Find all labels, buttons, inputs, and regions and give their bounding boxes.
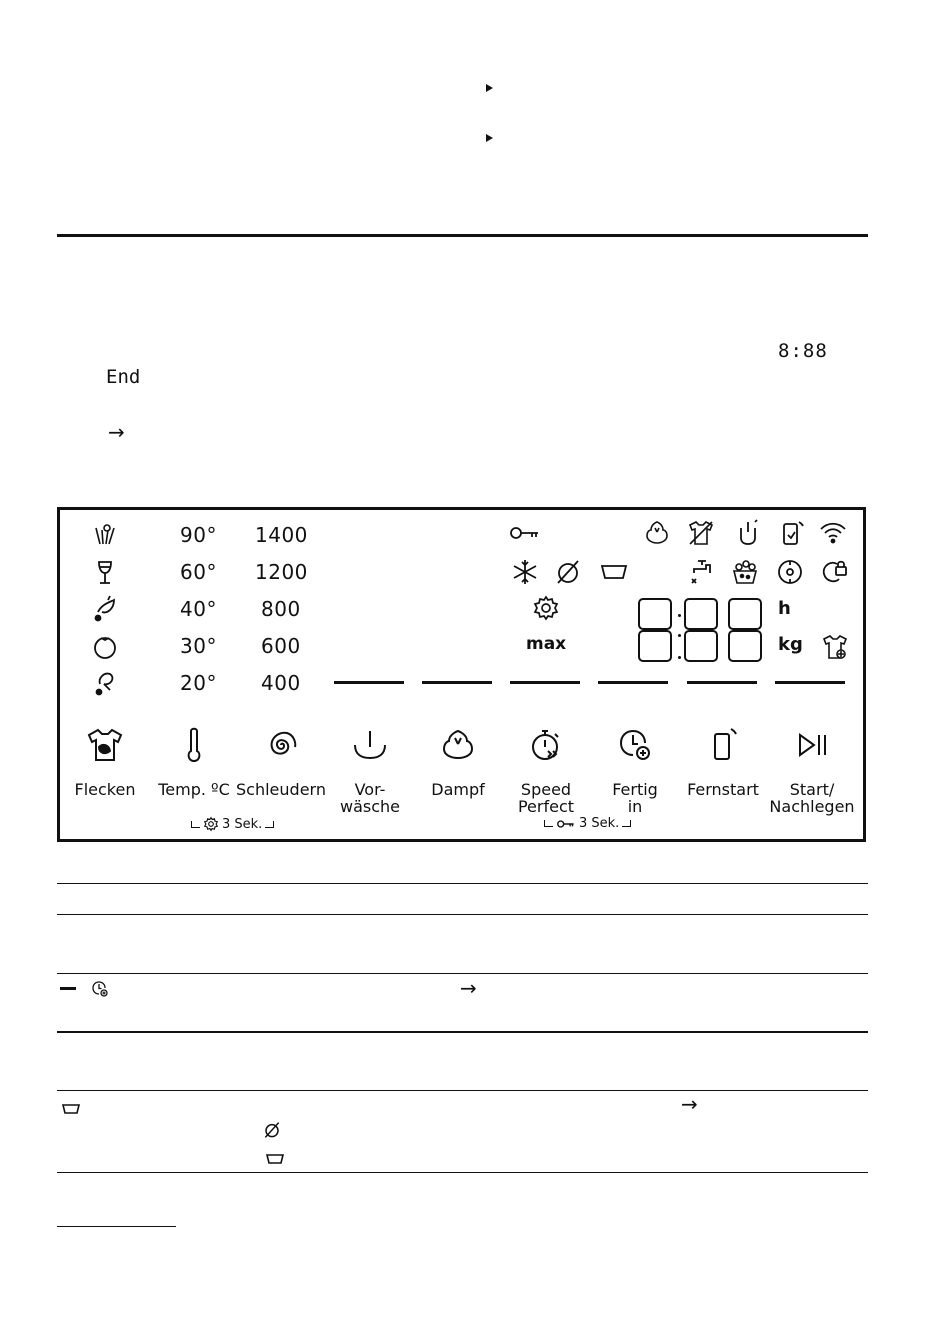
touch-icon (733, 518, 763, 548)
grass-stain-icon (90, 594, 120, 624)
prewash-icon[interactable] (350, 725, 390, 765)
wine-stain-icon (90, 558, 120, 588)
colon-dot-2 (678, 634, 681, 637)
control-panel (57, 507, 866, 842)
gear-icon (532, 594, 560, 622)
option-indicator-1 (334, 681, 404, 684)
shirt-plus-icon (820, 632, 850, 662)
digit-2-top (684, 598, 718, 630)
settings-hint (191, 816, 274, 832)
play-pause-icon[interactable] (792, 725, 832, 765)
max-label: max (526, 634, 567, 654)
foam-icon (730, 557, 760, 587)
table-arrow-2: → (681, 1092, 698, 1116)
colon-dot-1 (678, 614, 681, 617)
button-label-vorwaesche[interactable]: Vor- wäsche (339, 780, 400, 816)
tub-small-icon-2 (263, 1151, 287, 1167)
spin-1400: 1400 (255, 523, 308, 547)
coffee-stain-icon (90, 668, 120, 698)
bullet-arrow-1 (486, 84, 493, 92)
finish-clock-icon[interactable] (615, 725, 655, 765)
digit-3-bottom (728, 630, 762, 662)
table-rule-2 (57, 914, 868, 915)
button-label-flecken[interactable]: Flecken (74, 780, 136, 799)
gear-small-icon (203, 816, 219, 832)
temp-90: 90° (180, 523, 217, 547)
colon-dot-3 (678, 656, 681, 659)
option-indicator-2 (422, 681, 492, 684)
spin-600: 600 (261, 634, 301, 658)
tub-small-icon (59, 1101, 83, 1117)
remote-phone-icon (777, 518, 807, 548)
drum-clean-icon (775, 557, 805, 587)
no-spin-small-icon (262, 1120, 282, 1140)
wifi-icon (818, 518, 848, 548)
button-label-temp[interactable]: Temp. ºC (158, 780, 230, 799)
spin-800: 800 (261, 597, 301, 621)
digit-2-bottom (684, 630, 718, 662)
spiral-icon[interactable] (261, 725, 301, 765)
button-label-fernstart[interactable]: Fernstart (687, 780, 759, 799)
unit-kg: kg (778, 634, 803, 655)
display-sample: 8:88 (778, 340, 828, 362)
section-divider (57, 234, 868, 237)
option-indicator-5 (687, 681, 757, 684)
option-indicator-4 (598, 681, 668, 684)
flecken-program-icon (90, 520, 120, 550)
table-arrow-1: → (460, 976, 477, 1000)
remote-start-icon[interactable] (703, 725, 743, 765)
option-indicator-3 (510, 681, 580, 684)
ironing-off-icon (686, 518, 716, 548)
tub-icon (598, 560, 630, 584)
bullet-arrow-2 (486, 134, 493, 142)
shirt-stain-icon[interactable] (85, 725, 125, 765)
digit-1-top (638, 598, 672, 630)
table-rule-1 (57, 883, 868, 884)
table-rule-3 (57, 973, 868, 974)
end-display-text: End (106, 366, 141, 388)
digit-3-top (728, 598, 762, 630)
settings-hint-text: 3 Sek. (222, 816, 263, 832)
arrow-icon: → (108, 420, 125, 444)
temp-40: 40° (180, 597, 217, 621)
steam-icon (642, 518, 672, 548)
key-small-icon (556, 818, 576, 830)
temp-60: 60° (180, 560, 217, 584)
key-icon (508, 520, 542, 546)
button-label-dampf[interactable]: Dampf (431, 780, 485, 799)
temp-20: 20° (180, 671, 217, 695)
thermometer-icon[interactable] (174, 725, 214, 765)
speed-timer-icon[interactable] (526, 725, 566, 765)
button-label-start[interactable]: Start/ Nachlegen (769, 780, 855, 816)
spin-400: 400 (261, 671, 301, 695)
tomato-stain-icon (90, 631, 120, 661)
temp-30: 30° (180, 634, 217, 658)
childlock-hint (544, 816, 631, 831)
childlock-hint-text: 3 Sek. (579, 816, 620, 831)
unit-h: h (778, 598, 791, 619)
no-spin-icon (553, 557, 583, 587)
table-rule-6 (57, 1172, 868, 1173)
table-rule-4 (57, 1031, 868, 1033)
digit-1-bottom (638, 630, 672, 662)
door-lock-icon (819, 557, 849, 587)
snowflake-icon (510, 557, 540, 587)
button-label-speedperfect[interactable]: Speed Perfect (517, 780, 575, 816)
finish-clock-small-icon (90, 979, 110, 999)
steam-button-icon[interactable] (438, 725, 478, 765)
footnote-rule (57, 1226, 176, 1227)
button-label-fertig[interactable]: Fertig in (612, 780, 658, 816)
spin-1200: 1200 (255, 560, 308, 584)
tap-icon (686, 557, 716, 587)
option-indicator-6 (775, 681, 845, 684)
dash-icon (60, 987, 76, 990)
button-label-schleudern[interactable]: Schleudern (236, 780, 326, 799)
table-rule-5 (57, 1090, 868, 1091)
